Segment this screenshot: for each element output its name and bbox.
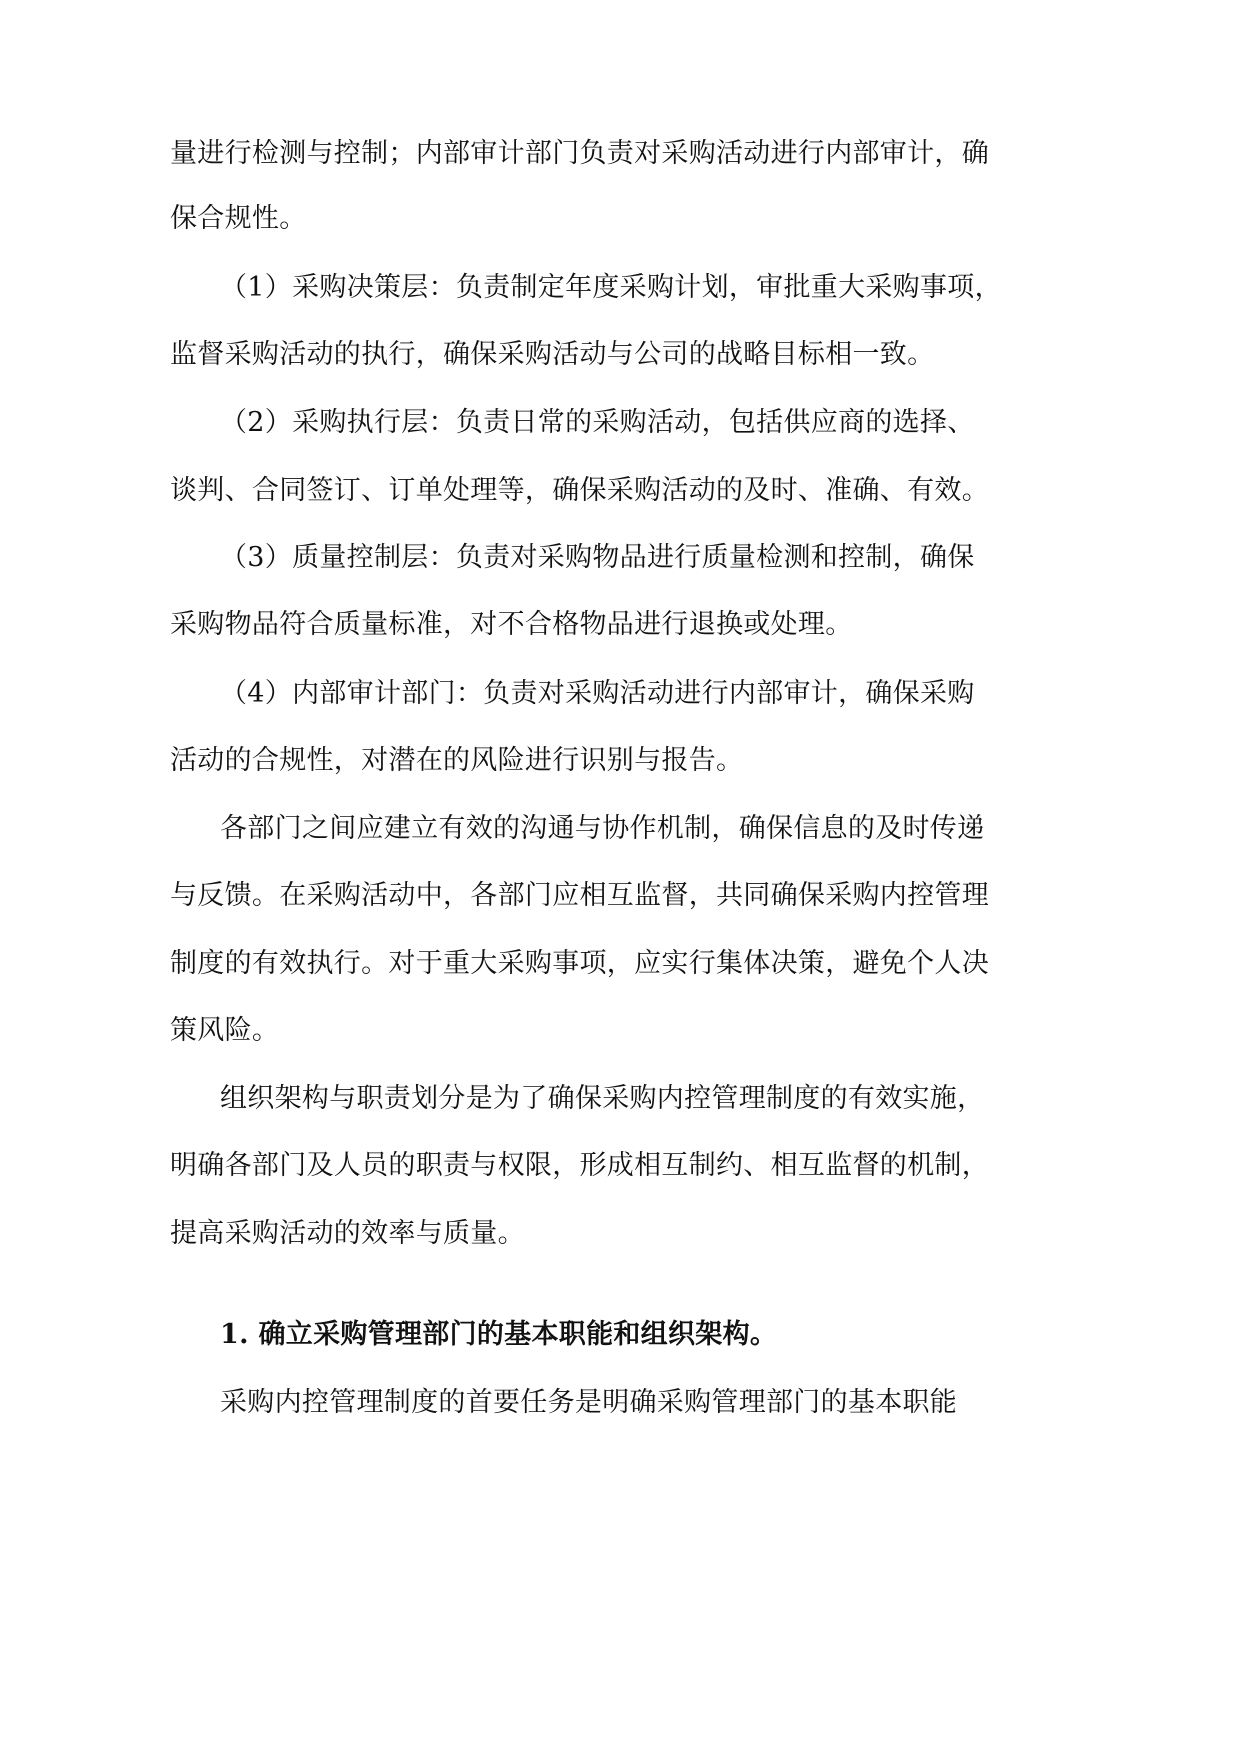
text-line: 采购物品符合质量标准，对不合格物品进行退换或处理。: [170, 609, 853, 640]
text-line: 谈判、合同签订、订单处理等，确保采购活动的及时、准确、有效。: [170, 475, 989, 506]
list-item-text: （4）内部审计部门：负责对采购活动进行内部审计，确保采购: [220, 678, 975, 709]
text-line: 明确各部门及人员的职责与权限，形成相互制约、相互监督的机制，: [170, 1150, 989, 1181]
section-heading: 1. 确立采购管理部门的基本职能和组织架构。: [220, 1319, 778, 1350]
list-item-text: （1）采购决策层：负责制定年度采购计划，审批重大采购事项，: [220, 272, 1002, 303]
paragraph-text: 各部门之间应建立有效的沟通与协作机制，确保信息的及时传递: [220, 813, 985, 844]
text-line: 活动的合规性，对潜在的风险进行识别与报告。: [170, 745, 744, 776]
list-item-text: （3）质量控制层：负责对采购物品进行质量检测和控制，确保: [220, 542, 975, 573]
paragraph-text: 组织架构与职责划分是为了确保采购内控管理制度的有效实施，: [220, 1083, 985, 1114]
text-line: 量进行检测与控制；内部审计部门负责对采购活动进行内部审计，确: [170, 138, 989, 169]
text-line: 提高采购活动的效率与质量。: [170, 1218, 525, 1249]
text-line: 与反馈。在采购活动中，各部门应相互监督，共同确保采购内控管理: [170, 880, 989, 911]
text-line: 监督采购活动的执行，确保采购活动与公司的战略目标相一致。: [170, 339, 935, 370]
list-item-text: （2）采购执行层：负责日常的采购活动，包括供应商的选择、: [220, 407, 975, 438]
text-line: 保合规性。: [170, 203, 307, 234]
paragraph-text: 采购内控管理制度的首要任务是明确采购管理部门的基本职能: [220, 1387, 958, 1418]
text-line: 策风险。: [170, 1015, 280, 1046]
text-line: 制度的有效执行。对于重大采购事项，应实行集体决策，避免个人决: [170, 948, 989, 979]
